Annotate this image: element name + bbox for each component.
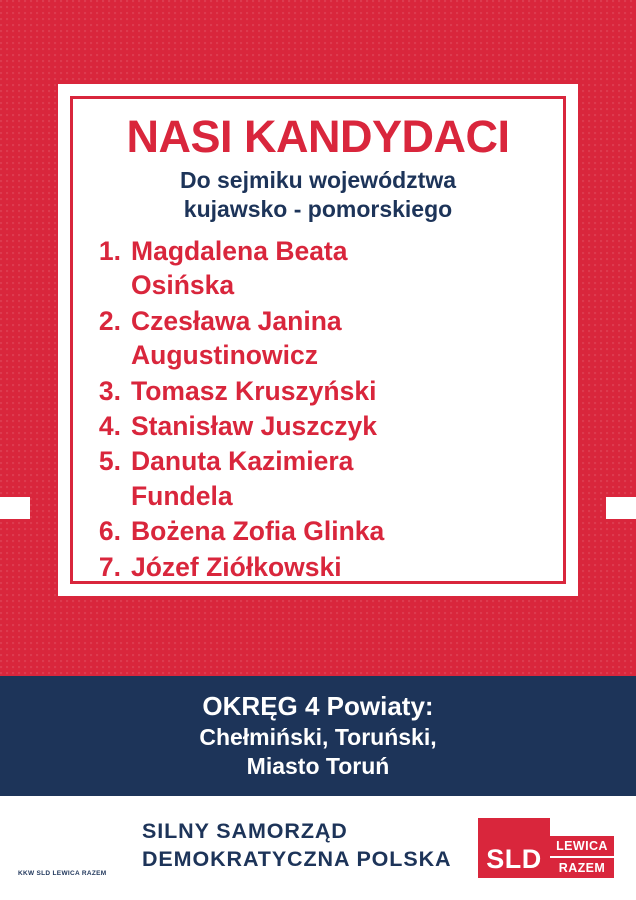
district-band <box>0 676 636 796</box>
candidate-list <box>91 234 545 584</box>
candidate-number: 3. <box>98 375 121 406</box>
candidate-name-line-1: Danuta Kazimiera <box>131 446 354 477</box>
district-subtitle <box>199 723 436 781</box>
district-title: OKRĘG 4 Powiaty: <box>202 691 434 722</box>
candidate-number: 6. <box>98 516 121 547</box>
candidate-number: 2. <box>98 305 121 336</box>
candidate-number: 1. <box>98 235 121 266</box>
list-item <box>91 374 545 408</box>
logo-sld-text: SLD <box>478 818 550 878</box>
candidate-name-line-1: Czesława Janina <box>131 305 342 336</box>
logo-razem-text: RAZEM <box>550 858 614 878</box>
candidate-number: 4. <box>98 410 121 441</box>
candidate-name-line-2: Augustinowicz <box>131 340 318 371</box>
list-item <box>91 514 545 548</box>
candidate-name: Tomasz Kruszyński <box>131 375 377 406</box>
campaign-slogan <box>142 818 451 873</box>
sld-lewica-razem-logo <box>478 818 614 878</box>
list-item <box>91 444 545 513</box>
candidates-card <box>58 84 578 596</box>
list-item <box>91 234 545 303</box>
candidate-name-line-2: Fundela <box>131 480 233 511</box>
footer <box>0 796 636 900</box>
candidates-card-border <box>70 96 566 584</box>
logo-lewica-text: LEWICA <box>550 836 614 856</box>
list-item <box>91 409 545 443</box>
candidate-number: 5. <box>98 446 121 477</box>
subtitle <box>91 166 545 224</box>
campaign-slogan-line-1: SILNY SAMORZĄD <box>142 819 348 843</box>
candidate-name <box>131 234 545 303</box>
candidate-number: 7. <box>98 551 121 582</box>
left-notch-decoration <box>0 497 30 519</box>
right-notch-decoration <box>606 497 636 519</box>
candidate-name <box>131 304 545 373</box>
candidate-name: Józef Ziółkowski <box>131 551 342 582</box>
candidate-name: Stanisław Juszczyk <box>131 410 377 441</box>
candidate-name <box>131 444 545 513</box>
logo-right-stack <box>550 818 614 878</box>
candidate-name-line-2: Osińska <box>131 270 235 301</box>
candidate-name-line-1: Magdalena Beata <box>131 235 348 266</box>
district-subtitle-line-2: Miasto Toruń <box>246 752 390 779</box>
list-item <box>91 304 545 373</box>
logo-spacer <box>550 818 614 836</box>
committee-fineprint: KKW SLD LEWICA RAZEM <box>18 870 107 877</box>
campaign-slogan-line-2: DEMOKRATYCZNA POLSKA <box>142 846 452 871</box>
subtitle-line-2: kujawsko - pomorskiego <box>183 196 453 222</box>
district-subtitle-line-1: Chełmiński, Toruński, <box>199 724 437 751</box>
page-title: NASI KANDYDACI <box>126 111 510 162</box>
list-item <box>91 550 545 584</box>
candidate-name: Bożena Zofia Glinka <box>131 516 385 547</box>
subtitle-line-1: Do sejmiku województwa <box>179 167 457 194</box>
